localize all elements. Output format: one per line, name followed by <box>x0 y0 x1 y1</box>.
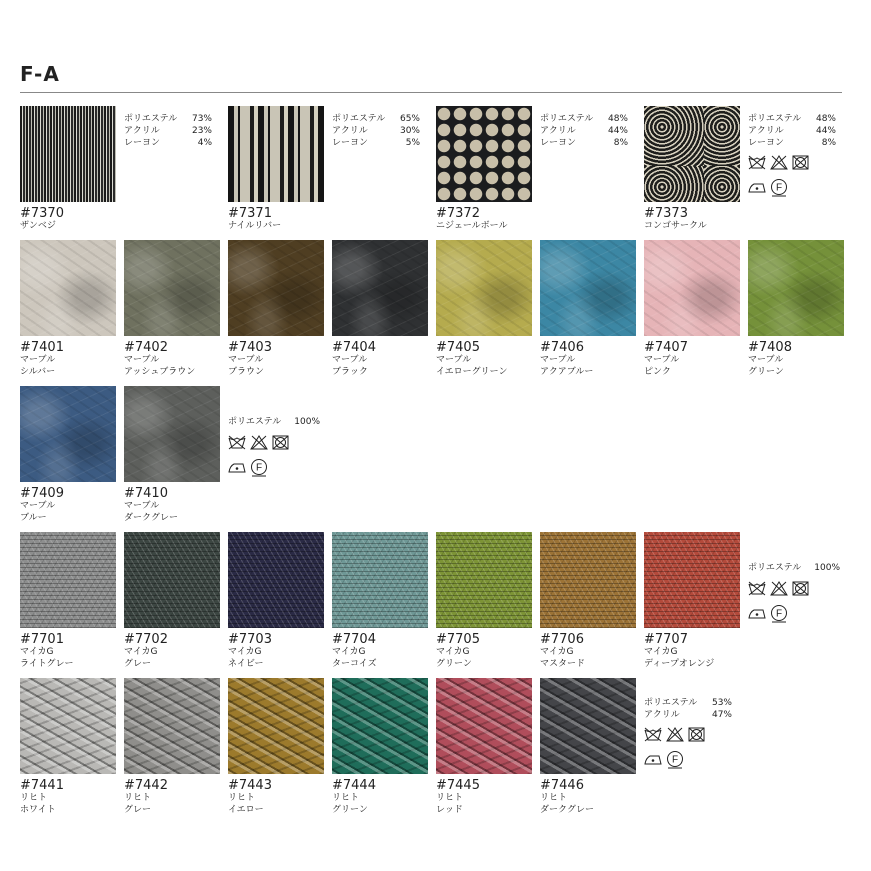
title-divider <box>20 92 842 93</box>
swatch-7707 <box>644 532 740 628</box>
tumble-dry-crossed-icon <box>793 156 808 169</box>
swatch-7401 <box>20 240 116 336</box>
bleach-crossed-icon <box>251 436 267 449</box>
item-code: #7407 <box>644 340 688 355</box>
item-color-name: ホワイト <box>20 805 56 815</box>
item-series: リヒト <box>228 793 256 803</box>
swatch-7371 <box>228 106 324 202</box>
iron-low-icon <box>645 756 661 764</box>
item-series: マーブル <box>540 355 576 365</box>
composition-marble: ポリエステル 100% <box>228 417 320 427</box>
item-series: マーブル <box>228 355 264 365</box>
item-color-name: グリーン <box>748 367 784 377</box>
svg-text:F: F <box>775 608 783 620</box>
svg-text:F: F <box>255 462 263 474</box>
item-series: マーブル <box>124 355 160 365</box>
composition-mica: ポリエステル 100% <box>748 563 840 573</box>
item-code: #7403 <box>228 340 272 355</box>
item-code: #7702 <box>124 632 168 647</box>
care-symbols <box>748 580 818 624</box>
swatch-7370 <box>20 106 116 202</box>
bleach-crossed-icon <box>771 156 787 169</box>
item-code: #7704 <box>332 632 376 647</box>
item-color-name: アッシュブラウン <box>124 367 196 377</box>
item-code: #7705 <box>436 632 480 647</box>
swatch-7446 <box>540 678 636 774</box>
svg-text:F: F <box>775 182 783 194</box>
dry-clean-f-icon <box>772 180 787 197</box>
item-color-name: ブラウン <box>228 367 265 377</box>
item-color-name: シルバー <box>20 367 56 377</box>
iron-low-icon <box>749 610 765 618</box>
item-name: ナイルリバー <box>228 221 282 231</box>
item-series: マイカG <box>540 647 574 657</box>
item-series: マーブル <box>436 355 472 365</box>
swatch-7402 <box>124 240 220 336</box>
swatch-7444 <box>332 678 428 774</box>
item-series: マイカG <box>124 647 158 657</box>
item-series: マーブル <box>332 355 368 365</box>
item-color-name: グリーン <box>332 805 368 815</box>
item-color-name: グリーン <box>436 659 472 669</box>
item-code: #7703 <box>228 632 272 647</box>
item-code: #7444 <box>332 778 376 793</box>
swatch-7409 <box>20 386 116 482</box>
item-code: #7409 <box>20 486 64 501</box>
item-name: ニジェールボール <box>436 221 508 231</box>
item-name: コンゴサークル <box>644 221 707 231</box>
item-series: マーブル <box>124 501 160 511</box>
item-code: #7373 <box>644 206 688 221</box>
composition-7371: ポリエステル 65% アクリル 30% レーヨン 5% <box>332 114 420 148</box>
svg-text:F: F <box>671 754 679 766</box>
swatch-7404 <box>332 240 428 336</box>
wash-crossed-icon <box>645 728 661 741</box>
item-series: マーブル <box>644 355 680 365</box>
swatch-7703 <box>228 532 324 628</box>
swatch-7443 <box>228 678 324 774</box>
item-color-name: ブルー <box>20 513 47 523</box>
item-series: リヒト <box>436 793 464 803</box>
swatch-7372 <box>436 106 532 202</box>
item-series: リヒト <box>540 793 568 803</box>
item-code: #7371 <box>228 206 272 221</box>
swatch-7403 <box>228 240 324 336</box>
item-code: #7405 <box>436 340 480 355</box>
bleach-crossed-icon <box>667 728 683 741</box>
dry-clean-f-icon <box>668 752 683 769</box>
tumble-dry-crossed-icon <box>793 582 808 595</box>
item-series: マーブル <box>20 355 56 365</box>
item-code: #7706 <box>540 632 584 647</box>
swatch-7445 <box>436 678 532 774</box>
item-series: リヒト <box>124 793 152 803</box>
item-color-name: グレー <box>124 659 152 669</box>
item-color-name: ダークグレー <box>124 513 179 523</box>
swatch-7702 <box>124 532 220 628</box>
item-code: #7404 <box>332 340 376 355</box>
care-symbols <box>748 154 818 198</box>
item-color-name: ライトグレー <box>20 659 74 669</box>
item-code: #7406 <box>540 340 584 355</box>
item-color-name: アクアブルー <box>540 367 594 377</box>
item-color-name: ブラック <box>332 367 368 377</box>
swatch-7442 <box>124 678 220 774</box>
composition-7372: ポリエステル 48% アクリル 44% レーヨン 8% <box>540 114 628 148</box>
item-code: #7443 <box>228 778 272 793</box>
item-series: リヒト <box>20 793 48 803</box>
item-code: #7372 <box>436 206 480 221</box>
item-code: #7445 <box>436 778 480 793</box>
item-series: リヒト <box>332 793 360 803</box>
item-series: マイカG <box>228 647 262 657</box>
page-title: F-A <box>20 62 60 86</box>
item-code: #7446 <box>540 778 584 793</box>
item-series: マーブル <box>748 355 784 365</box>
item-color-name: レッド <box>436 805 463 815</box>
iron-low-icon <box>229 464 245 472</box>
item-color-name: ダークグレー <box>540 805 595 815</box>
swatch-7701 <box>20 532 116 628</box>
item-series: マイカG <box>436 647 470 657</box>
swatch-7441 <box>20 678 116 774</box>
item-code: #7402 <box>124 340 168 355</box>
swatch-7373 <box>644 106 740 202</box>
item-code: #7442 <box>124 778 168 793</box>
composition-licht: ポリエステル 53% アクリル 47% <box>644 698 732 720</box>
wash-crossed-icon <box>229 436 245 449</box>
item-color-name: ターコイズ <box>332 659 377 669</box>
dry-clean-f-icon <box>772 606 787 623</box>
swatch-7406 <box>540 240 636 336</box>
dry-clean-f-icon <box>252 460 267 477</box>
item-code: #7701 <box>20 632 64 647</box>
item-code: #7441 <box>20 778 64 793</box>
care-symbols <box>228 434 298 478</box>
item-code: #7410 <box>124 486 168 501</box>
item-series: マイカG <box>644 647 678 657</box>
item-series: マーブル <box>20 501 56 511</box>
composition-7373: ポリエステル 48% アクリル 44% レーヨン 8% <box>748 114 836 148</box>
item-series: マイカG <box>332 647 366 657</box>
tumble-dry-crossed-icon <box>689 728 704 741</box>
tumble-dry-crossed-icon <box>273 436 288 449</box>
item-code: #7408 <box>748 340 792 355</box>
item-code: #7707 <box>644 632 688 647</box>
item-code: #7401 <box>20 340 64 355</box>
swatch-7408 <box>748 240 844 336</box>
item-color-name: ピンク <box>644 367 671 377</box>
item-color-name: マスタード <box>540 659 586 669</box>
swatch-7407 <box>644 240 740 336</box>
wash-crossed-icon <box>749 582 765 595</box>
wash-crossed-icon <box>749 156 765 169</box>
bleach-crossed-icon <box>771 582 787 595</box>
swatch-7704 <box>332 532 428 628</box>
item-series: マイカG <box>20 647 54 657</box>
care-symbols <box>644 726 714 770</box>
item-color-name: ディープオレンジ <box>644 659 715 669</box>
item-color-name: イエローグリーン <box>436 367 508 377</box>
item-code: #7370 <box>20 206 64 221</box>
item-color-name: グレー <box>124 805 152 815</box>
swatch-7405 <box>436 240 532 336</box>
swatch-7410 <box>124 386 220 482</box>
item-color-name: イエロー <box>228 805 264 815</box>
swatch-7705 <box>436 532 532 628</box>
item-name: ザンベジ <box>20 221 56 231</box>
swatch-7706 <box>540 532 636 628</box>
composition-7370: ポリエステル 73% アクリル 23% レーヨン 4% <box>124 114 212 148</box>
iron-low-icon <box>749 184 765 192</box>
item-color-name: ネイビー <box>228 659 264 669</box>
